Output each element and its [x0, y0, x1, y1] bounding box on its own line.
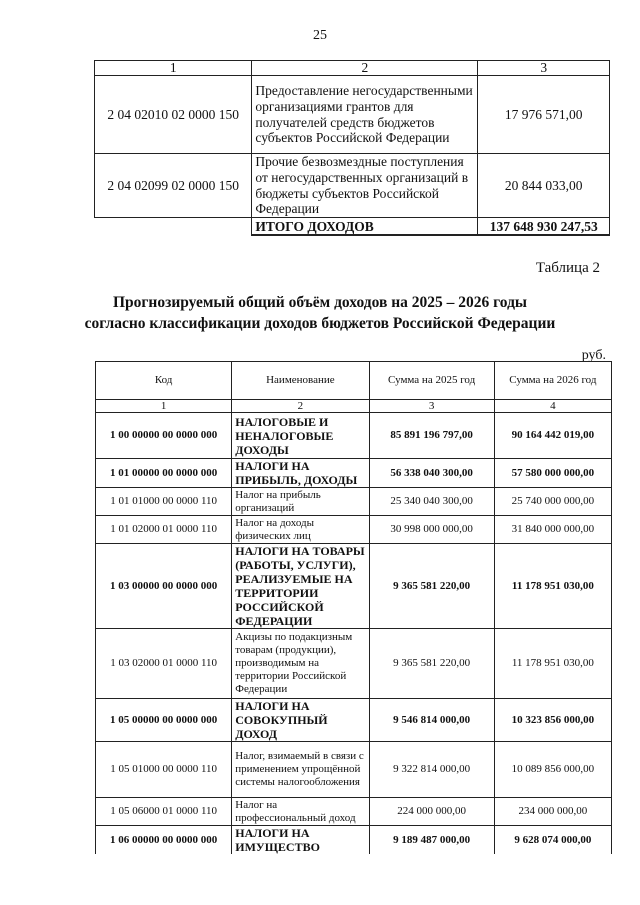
row-sum-2025: 224 000 000,00 — [369, 798, 494, 826]
row-name: Прочие безвозмездные поступления от негосударственных организаций в бюджеты субъектов Российской Федерации — [252, 154, 478, 218]
row-sum-2025: 9 322 814 000,00 — [369, 742, 494, 798]
row-sum-2026: 9 628 074 000,00 — [494, 826, 611, 855]
row-sum-2025: 85 891 196 797,00 — [369, 413, 494, 459]
table-row — [96, 459, 612, 488]
title-line: согласно классификации доходов бюджетов Российской Федерации — [84, 315, 556, 332]
table-row — [96, 629, 612, 699]
row-name: НАЛОГИ НА ПРИБЫЛЬ, ДОХОДЫ — [232, 459, 369, 488]
row-name: Налог, взимаемый в связи с применением упрощённой системы налогообложения — [232, 742, 369, 798]
row-name: Налог на прибыль организаций — [232, 488, 369, 516]
table-row — [96, 516, 612, 544]
table-header-row — [95, 61, 610, 76]
row-sum-2025: 9 546 814 000,00 — [369, 699, 494, 742]
column-number: 2 — [252, 61, 478, 76]
table-row — [96, 699, 612, 742]
header-sum-2026: Сумма на 2026 год — [494, 362, 611, 400]
row-code: 1 01 02000 01 0000 110 — [96, 516, 232, 544]
page-number: 25 — [313, 28, 327, 43]
table-row — [96, 826, 612, 855]
row-sum-2026: 90 164 442 019,00 — [494, 413, 611, 459]
header-sum-2025: Сумма на 2025 год — [369, 362, 494, 400]
row-name: Акцизы по подакцизным товарам (продукции), производимым на территории Российской Федерации — [232, 629, 369, 699]
row-sum-2026: 57 580 000 000,00 — [494, 459, 611, 488]
row-code: 1 03 02000 01 0000 110 — [96, 629, 232, 699]
column-number: 1 — [96, 400, 232, 413]
revenue-table-continued — [94, 60, 610, 236]
column-number: 1 — [95, 61, 252, 76]
row-name: Налог на доходы физических лиц — [232, 516, 369, 544]
row-code: 1 00 00000 00 0000 000 — [96, 413, 232, 459]
row-code: 1 05 01000 00 0000 110 — [96, 742, 232, 798]
table-title — [0, 292, 640, 334]
row-code: 1 01 01000 00 0000 110 — [96, 488, 232, 516]
row-sum-2026: 10 323 856 000,00 — [494, 699, 611, 742]
header-name: Наименование — [232, 362, 369, 400]
row-code: 1 05 00000 00 0000 000 — [96, 699, 232, 742]
title-line: Прогнозируемый общий объём доходов на 2025 – 2026 годы — [112, 294, 528, 311]
table-row — [96, 413, 612, 459]
row-name: Налог на профессиональный доход — [232, 798, 369, 826]
row-sum-2026: 11 178 951 030,00 — [494, 629, 611, 699]
row-sum-2025: 9 365 581 220,00 — [369, 629, 494, 699]
row-sum-2025: 56 338 040 300,00 — [369, 459, 494, 488]
row-sum-2026: 10 089 856 000,00 — [494, 742, 611, 798]
table-header-row — [96, 362, 612, 400]
column-number: 3 — [369, 400, 494, 413]
row-name: НАЛОГИ НА ИМУЩЕСТВО — [232, 826, 369, 855]
row-code: 1 05 06000 01 0000 110 — [96, 798, 232, 826]
table-row — [96, 742, 612, 798]
table-caption: Таблица 2 — [535, 260, 600, 276]
row-sum-2026: 11 178 951 030,00 — [494, 544, 611, 629]
row-code: 2 04 02010 02 0000 150 — [95, 76, 252, 154]
row-code: 1 01 00000 00 0000 000 — [96, 459, 232, 488]
row-sum-2025: 25 340 040 300,00 — [369, 488, 494, 516]
row-sum-2026: 25 740 000 000,00 — [494, 488, 611, 516]
forecast-revenue-table — [95, 361, 612, 854]
row-sum-2025: 9 189 487 000,00 — [369, 826, 494, 855]
row-sum-2026: 31 840 000 000,00 — [494, 516, 611, 544]
total-row — [95, 218, 610, 236]
table-row — [95, 154, 610, 218]
row-name: Предоставление негосударственными организациями грантов для получателей средств бюджетов субъектов Российской Федерации — [252, 76, 478, 154]
header-code: Код — [96, 362, 232, 400]
row-amount: 20 844 033,00 — [478, 154, 610, 218]
row-name: НАЛОГИ НА ТОВАРЫ (РАБОТЫ, УСЛУГИ), РЕАЛИЗУЕМЫЕ НА ТЕРРИТОРИИ РОССИЙСКОЙ ФЕДЕРАЦИИ — [232, 544, 369, 629]
table-row — [96, 798, 612, 826]
row-name: НАЛОГОВЫЕ И НЕНАЛОГОВЫЕ ДОХОДЫ — [232, 413, 369, 459]
column-number: 4 — [494, 400, 611, 413]
column-number: 3 — [478, 61, 610, 76]
column-numbers-row — [96, 400, 612, 413]
row-sum-2026: 234 000 000,00 — [494, 798, 611, 826]
row-code: 2 04 02099 02 0000 150 — [95, 154, 252, 218]
row-code: 1 03 00000 00 0000 000 — [96, 544, 232, 629]
row-name: НАЛОГИ НА СОВОКУПНЫЙ ДОХОД — [232, 699, 369, 742]
row-amount: 17 976 571,00 — [478, 76, 610, 154]
column-number: 2 — [232, 400, 369, 413]
table-row — [96, 488, 612, 516]
unit-label: руб. — [581, 348, 606, 363]
row-code: 1 06 00000 00 0000 000 — [96, 826, 232, 855]
table-row — [95, 76, 610, 154]
row-sum-2025: 9 365 581 220,00 — [369, 544, 494, 629]
total-label: ИТОГО ДОХОДОВ — [252, 218, 478, 236]
total-amount: 137 648 930 247,53 — [478, 218, 610, 236]
table-row — [96, 544, 612, 629]
row-sum-2025: 30 998 000 000,00 — [369, 516, 494, 544]
